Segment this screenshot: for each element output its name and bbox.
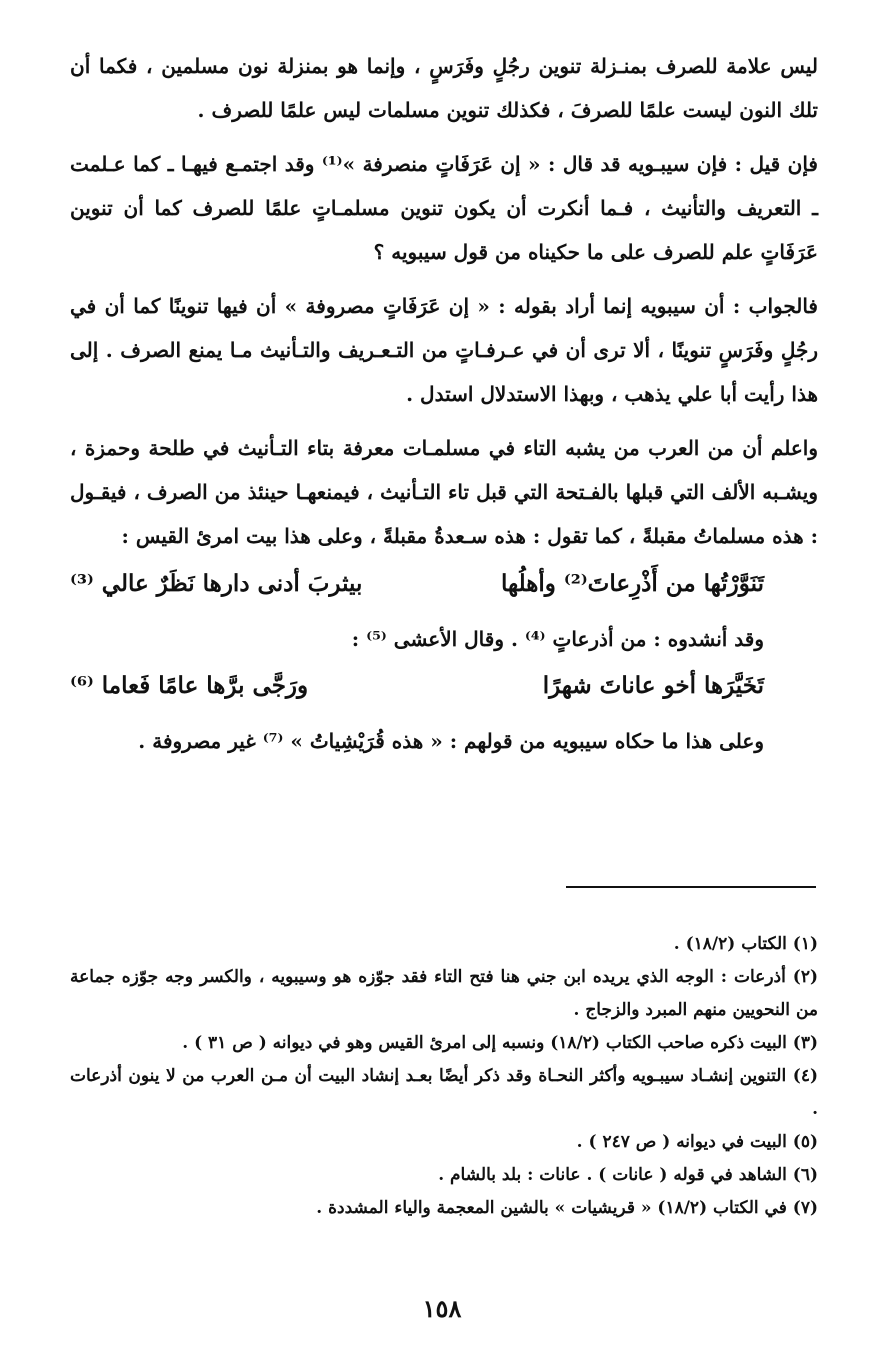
verse-2: [70, 666, 818, 720]
footnote-2: (٢) أذرعات : الوجه الذي يريده ابن جني هنا فتح التاء فقد جوّزه هو وسيبويه ، والكسر وجه جوّزه جماعة من النحويين منهم المبرد والزجاج .: [64, 967, 818, 1020]
footnote-6: (٦) الشاهد في قوله ( عانات ) . عانات : بلد بالشام .: [438, 1165, 818, 1185]
verse-2-second-hemistich: ورَجَّى برَّها عامًا فَعاما ⁽⁶⁾: [70, 672, 309, 699]
paragraph-1: ليس علامة للصرف بمنـزلة تنوين رجُلٍ وفَرَسٍ ، وإنما هو بمنزلة نون مسلمين ، فكما أن تلك النون ليست علمًا للصرفَ ، فكذلك تنوين مسلمات ليس علمًا للصرف .: [63, 54, 818, 122]
footnote-separator: [566, 886, 816, 888]
verse-1-second-hemistich: بيثربَ أدنى دارها نَظَرٌ عالي ⁽³⁾: [70, 570, 363, 597]
footnote-7: (٧) في الكتاب (١٨/٢) « قريشيات » بالشين المعجمة والياء المشددة .: [316, 1198, 818, 1218]
footnotes: [64, 928, 818, 1225]
footnote-3: (٣) البيت ذكره صاحب الكتاب (١٨/٢) ونسبه إلى امرئ القيس وهو في ديوانه ( ص ٣١ ) .: [182, 1033, 818, 1053]
verse-2-first-hemistich: تَخَيَّرَها أخو عاناتَ شهرًا: [542, 672, 764, 699]
verse-intro-line: وقد أنشدوه : من أذرعاتٍ ⁽⁴⁾ . وقال الأعشى ⁽⁵⁾ :: [351, 627, 764, 651]
paragraph-4: واعلم أن من العرب من يشبه التاء في مسلمـات معرفة بتاء التـأنيث في طلحة وحمزة ، ويشـبه الألف التي قبلها بالفـتحة التي قبل تاء التـأنيث ، فيمنعهـا حينئذ من الصرف ، فيقـول : هذه مسلماتُ مقبلةً ، كما تقول : هذه سـعدةُ مقبلةً ، وعلى هذا بيت امرئ القيس :: [63, 436, 818, 548]
paragraph-3: فالجواب : أن سيبويه إنما أراد بقوله : « إن عَرَفَاتٍ مصروفة » أن فيها تنوينًا كما أن في رجُلٍ وفَرَسٍ تنوينًا ، ألا ترى أن في عـرفـاتٍ من التـعـريف والتـأنيث مـا يمنع الصرف . إلى هذا رأيت أبا علي يذهب ، وبهذا الاستدلال استدل .: [63, 294, 818, 406]
footnote-1: (١) الكتاب (١٨/٢) .: [673, 934, 818, 954]
verse-1-first-hemistich: تَنَوَّرْتُها من أَذْرِعاتَ⁽²⁾ وأهلُها: [501, 570, 764, 597]
main-text: [63, 44, 818, 762]
verse-1: [70, 564, 818, 618]
closing-line: وعلى هذا ما حكاه سيبويه من قولهم : « هذه قُرَيْشِياتُ » ⁽⁷⁾ غير مصروفة .: [138, 729, 764, 753]
page-number: ١٥٨: [422, 1294, 462, 1323]
footnote-5: (٥) البيت في ديوانه ( ص ٢٤٧ ) .: [576, 1132, 818, 1152]
paragraph-2: فإن قيل : فإن سيبـويه قد قال : « إن عَرَفَاتٍ منصرفة »⁽¹⁾ وقد اجتمـع فيهـا ـ كما عـلمت ـ التعريف والتأنيث ، فـما أنكرت أن يكون تنوين مسلمـاتٍ علمًا للصرف كما أن تنوين عَرَفَاتٍ علم للصرف على ما حكيناه من قول سيبويه ؟: [63, 152, 818, 264]
footnote-4: (٤) التنوين إنشـاد سيبـويه وأكثر النحـاة وقد ذكر أيضًا بعـد إنشاد البيت أن مـن العرب من لا ينون أذرعات .: [64, 1066, 818, 1119]
